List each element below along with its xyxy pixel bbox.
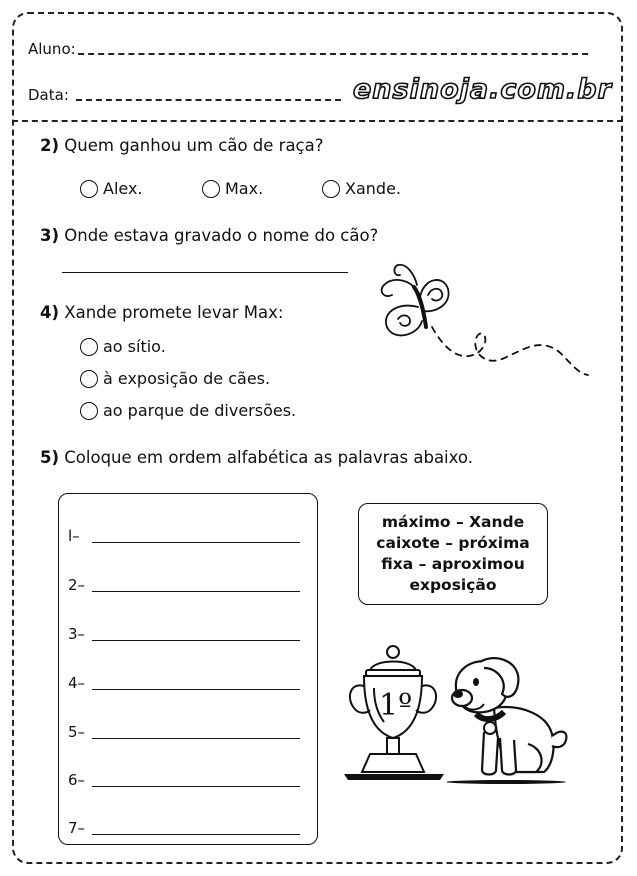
answer-line-7[interactable] [92,834,300,835]
word-box [358,503,548,605]
option-label: Xande. [345,179,401,198]
question-number: 5) [40,448,60,467]
aluno-label: Aluno: [28,40,76,58]
answer-line-5[interactable] [92,738,300,739]
option-ao-sitio[interactable] [80,337,166,356]
word-line-1: máximo – Xande [381,513,525,531]
answer-line-6[interactable] [92,786,300,787]
header-separator [12,120,623,122]
option-label: Max. [225,179,264,198]
option-max[interactable] [202,179,263,198]
question-text: Xande promete levar Max: [64,303,284,322]
answer-line-4[interactable] [92,689,300,690]
word-line-2: caixote – próxima [376,534,530,552]
answer-row-4: 4– [68,674,86,692]
question-text: Coloque em ordem alfabética as palavras abaixo. [64,448,473,467]
answer-row-5: 5– [68,723,86,741]
butterfly-icon [362,255,592,395]
logo: ensinoja.com.br [353,74,612,105]
radio-circle[interactable] [202,180,220,198]
option-alex[interactable] [80,179,143,198]
trophy-label: 1º [379,688,413,723]
question-text: Quem ganhou um cão de raça? [64,136,324,155]
answer-row-7: 7– [68,819,86,837]
data-field[interactable] [76,99,341,101]
radio-circle[interactable] [80,338,98,356]
answer-row-2: 2– [68,576,86,594]
answer-row-3: 3– [68,625,86,643]
question-2 [40,136,324,155]
data-label: Data: [28,86,69,104]
option-exposicao[interactable] [80,369,270,388]
answer-line-2[interactable] [92,591,300,592]
answer-line-q3[interactable] [62,272,348,273]
question-number: 3) [40,226,60,245]
question-4 [40,303,283,322]
aluno-field[interactable] [78,53,588,55]
word-line-3: fixa – aproximou [381,555,525,573]
question-number: 4) [40,303,60,322]
option-label: ao sítio. [103,337,166,356]
answer-line-1[interactable] [92,542,300,543]
answer-row-6: 6– [68,771,86,789]
word-line-4: exposição [409,576,497,594]
radio-circle[interactable] [322,180,340,198]
option-label: à exposição de cães. [103,369,271,388]
option-xande[interactable] [322,179,401,198]
question-5 [40,448,473,467]
radio-circle[interactable] [80,180,98,198]
radio-circle[interactable] [80,370,98,388]
question-number: 2) [40,136,60,155]
dog-icon [436,648,576,784]
question-3 [40,226,378,245]
option-parque[interactable] [80,401,296,420]
answer-line-3[interactable] [92,640,300,641]
option-label: ao parque de diversões. [103,401,297,420]
radio-circle[interactable] [80,402,98,420]
question-text: Onde estava gravado o nome do cão? [64,226,379,245]
answer-box [58,493,318,845]
option-label: Alex. [103,179,143,198]
answer-row-1: l– [68,527,80,545]
